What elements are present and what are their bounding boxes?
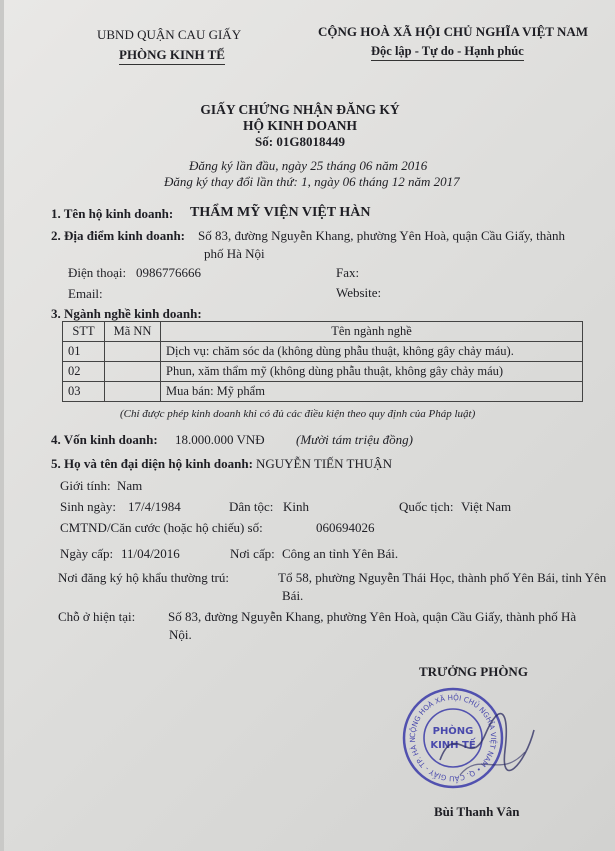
stamp-ring-text: CỘNG HOÀ XÃ HỘI CHỦ NGHĨA VIỆT NAM • Q. CẦU GIẤY - TP. HÀ N — [407, 692, 499, 784]
current-address-line1: Số 83, đường Nguyễn Khang, phường Yên Hoà, quận Cầu Giấy, thành phố Hà — [168, 609, 577, 624]
dob-value: 17/4/1984 — [128, 499, 181, 514]
nation-motto: Độc lập - Tự do - Hạnh phúc — [371, 44, 524, 61]
fax-label: Fax: — [336, 265, 360, 280]
handwritten-signature — [430, 690, 540, 790]
col-name: Tên ngành nghề — [161, 322, 583, 342]
doc-title-line1: GIẤY CHỨNG NHẬN ĐĂNG KÝ — [200, 102, 400, 117]
current-address-line2: Nội. — [169, 627, 192, 642]
nation-name: CỘNG HOÀ XÃ HỘI CHỦ NGHĨA VIỆT NAM — [318, 24, 589, 39]
change-registration: Đăng ký thay đổi lần thứ: 1, ngày 06 tháng 12 năm 2017 — [164, 174, 460, 189]
table-row — [63, 382, 583, 402]
capital-words: (Mười tám triệu đồng) — [296, 432, 413, 447]
row-code — [105, 362, 161, 382]
business-lines-note: (Chỉ được phép kinh doanh khi có đủ các điều kiện theo quy định của Pháp luật) — [120, 408, 476, 420]
stamp-inner-line2: KINH TẾ — [430, 740, 476, 751]
permanent-address-line1: Tổ 58, phường Nguyễn Thái Học, thành phố Yên Bái, tỉnh Yên — [278, 570, 607, 585]
page-shadow — [0, 0, 4, 851]
table-row — [63, 342, 583, 362]
permanent-address-line2: Bái. — [282, 588, 304, 603]
id-label: CMTND/Căn cước (hoặc hộ chiếu) số: — [60, 520, 263, 535]
issue-date-label: Ngày cấp: — [60, 546, 114, 561]
issue-date-value: 11/04/2016 — [121, 546, 180, 561]
business-name: THẨM MỸ VIỆN VIỆT HÀN — [190, 205, 371, 220]
issue-place-label: Nơi cấp: — [230, 546, 275, 561]
row-stt: 03 — [63, 382, 105, 402]
phone-value: 0986776666 — [136, 265, 201, 280]
website-label: Website: — [336, 285, 382, 300]
address-line1: Số 83, đường Nguyễn Khang, phường Yên Hoà, quận Cầu Giấy, thành — [198, 228, 565, 243]
row-code — [105, 382, 161, 402]
row-code — [105, 342, 161, 362]
email-label: Email: — [68, 286, 103, 301]
row-stt: 01 — [63, 342, 105, 362]
address-label: 2. Địa điểm kinh doanh: — [51, 228, 186, 243]
gender-label: Giới tính: — [60, 478, 111, 493]
stamp-inner-line1: PHÒNG — [432, 726, 474, 737]
signature-title: TRƯỞNG PHÒNG — [419, 664, 528, 679]
col-code: Mã NN — [105, 322, 161, 342]
dob-label: Sinh ngày: — [60, 499, 116, 514]
capital-label: 4. Vốn kinh doanh: — [51, 432, 158, 447]
ethnic-label: Dân tộc: — [229, 499, 274, 514]
signer-name: Bùi Thanh Vân — [434, 804, 520, 819]
business-lines-table — [62, 321, 583, 402]
nationality-label: Quốc tịch: — [399, 499, 454, 514]
phone-label: Điện thoại: — [68, 265, 127, 280]
issue-place-value: Công an tỉnh Yên Bái. — [282, 546, 399, 561]
permanent-address-label: Nơi đăng ký hộ khẩu thường trú: — [58, 570, 229, 585]
table-row — [63, 362, 583, 382]
col-stt: STT — [63, 322, 105, 342]
gender-value: Nam — [117, 478, 143, 493]
first-registration: Đăng ký lần đầu, ngày 25 tháng 06 năm 2016 — [189, 158, 428, 173]
doc-title-line2: HỘ KINH DOANH — [242, 118, 357, 133]
nationality-value: Việt Nam — [461, 499, 512, 514]
id-value: 060694026 — [316, 520, 375, 535]
doc-number: Số: 01G8018449 — [255, 134, 345, 149]
issuer-department: PHÒNG KINH TẾ — [119, 47, 225, 65]
table-header-row — [63, 322, 583, 342]
current-address-label: Chỗ ở hiện tại: — [58, 609, 136, 624]
row-name: Phun, xăm thẩm mỹ (không dùng phẫu thuật, không gây chảy máu) — [161, 362, 583, 382]
ethnic-value: Kinh — [283, 499, 309, 514]
row-stt: 02 — [63, 362, 105, 382]
representative-label: 5. Họ và tên đại diện hộ kinh doanh: — [51, 456, 253, 471]
representative-name: NGUYỄN TIẾN THUẬN — [256, 456, 393, 471]
address-line2: phố Hà Nội — [204, 246, 265, 261]
row-name: Mua bán: Mỹ phẩm — [161, 382, 583, 402]
capital-value: 18.000.000 VNĐ — [175, 432, 265, 447]
row-name: Dịch vụ: chăm sóc da (không dùng phẫu thuật, không gây chảy máu). — [161, 342, 583, 362]
business-lines-label: 3. Ngành nghề kinh doanh: — [51, 306, 202, 321]
issuer-authority: UBND QUẬN CAU GIẤY — [97, 27, 242, 42]
business-name-label: 1. Tên hộ kinh doanh: — [51, 206, 174, 221]
